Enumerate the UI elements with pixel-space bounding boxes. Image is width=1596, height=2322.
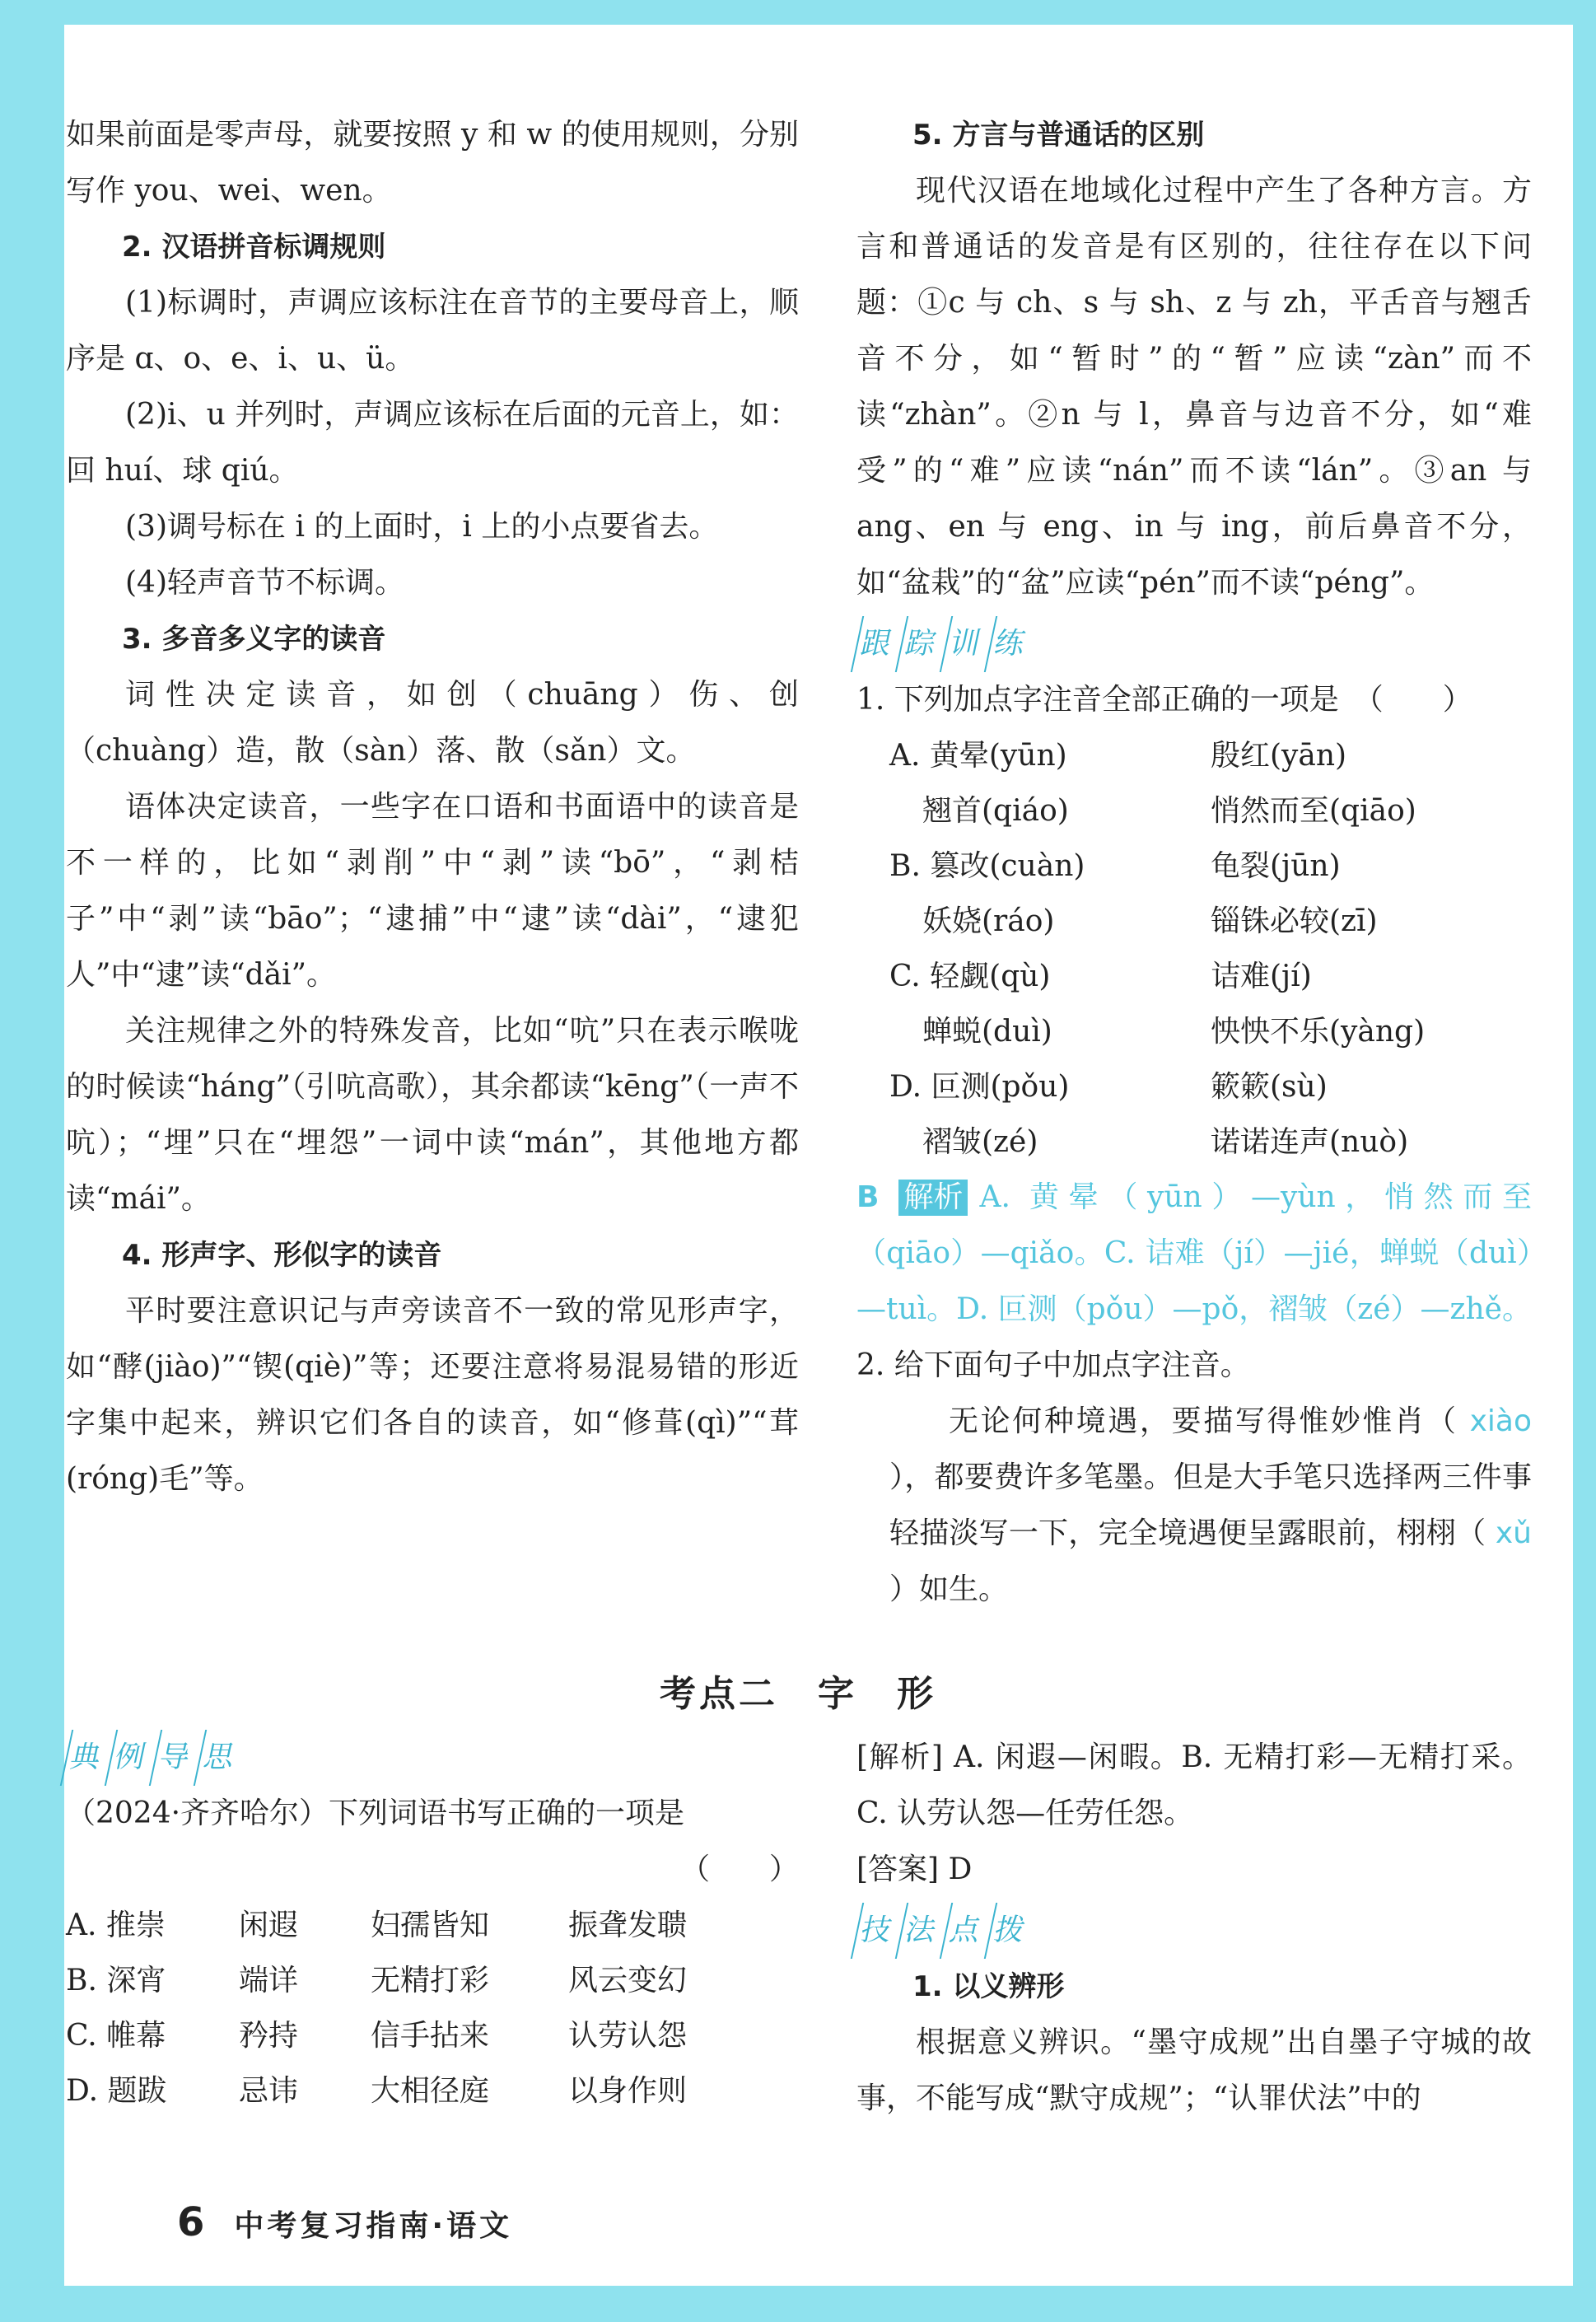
option-item: 怏怏不乐(yàng) [1211, 1015, 1426, 1049]
subheading-char: 练 [984, 616, 1035, 672]
rule-item: (4)轻声音节不标调。 [125, 566, 404, 600]
pinyin-fill: xǔ [1486, 1516, 1532, 1550]
book-title: 中考复习指南·语文 [234, 2209, 513, 2243]
page-footer [177, 2199, 512, 2245]
pinyin-fill: xiào [1458, 1404, 1532, 1438]
analysis-text: A. 黄晕（yūn）—yùn，悄然而至（qiāo）—qiǎo。C. 诘难（jí）—jié，蝉蜕（duì）—tuì。D. 叵测（pǒu）—pǒ，褶皱（zé）—zhě。 [856, 1180, 1532, 1326]
subheading-char: 踪 [895, 616, 946, 672]
word-cell: 闲遐 [239, 1909, 299, 1942]
rule-item: (2)i、u 并列时，声调应该标在后面的元音上，如：回 huí、球 qiú。 [66, 398, 799, 488]
paragraph: 关注规律之外的特殊发音，比如“吭”只在表示喉咙的时候读“háng”（引吭高歌），其余都读“kēng”（一声不吭）；“埋”只在“埋怨”一词中读“mán”，其他地方都读“mái”。 [66, 1014, 799, 1216]
subheading-char: 思 [194, 1730, 245, 1786]
subheading-char: 法 [895, 1903, 946, 1959]
example-subheading [66, 1730, 799, 1786]
paragraph: 词性决定读音，如创（chuāng）伤、创（chuàng）造，散（sàn）落、散（sǎn）文。 [66, 678, 799, 768]
question-2-passage [856, 1394, 1532, 1618]
word-cell: 忌讳 [239, 2074, 299, 2108]
word-cell: 无精打彩 [371, 1964, 490, 1997]
option-item: 悄然而至(qiāo) [1211, 794, 1416, 828]
paragraph: 根据意义辨识。“墨守成规”出自墨子守城的故事，不能写成“默守成规”；“认罪伏法”中的 [856, 2025, 1532, 2115]
option-item: D. 叵测(pǒu) [889, 1070, 1070, 1104]
left-column [66, 107, 799, 1507]
subheading-char: 典 [60, 1730, 111, 1786]
word-cell: 风云变幻 [568, 1964, 688, 1997]
word-cell: 大相径庭 [371, 2074, 490, 2108]
option-item: B. 篡改(cuàn) [889, 849, 1085, 883]
option-item: 殷红(yān) [1211, 739, 1347, 773]
tips-subheading [856, 1903, 1532, 1959]
section-heading: 4. 形声字、形似字的读音 [122, 1239, 442, 1272]
passage-text: ）如生。 [889, 1572, 1009, 1606]
word-cell: 端详 [239, 1964, 299, 1997]
lower-right-column [856, 1730, 1532, 2127]
word-options [66, 1898, 799, 2119]
answer-analysis [856, 1170, 1532, 1338]
option-item: 褶皱(zé) [922, 1125, 1038, 1159]
section-heading: 3. 多音多义字的读音 [122, 623, 386, 656]
word-cell: D. 题跋 [66, 2074, 167, 2108]
word-cell: 妇孺皆知 [371, 1909, 490, 1942]
option-item: 妖娆(ráo) [922, 904, 1055, 938]
example-analysis: [解析] A. 闲遐—闲暇。B. 无精打彩—无精打采。C. 认劳认怨—任劳任怨。 [856, 1740, 1532, 1830]
page-number: 6 [177, 2199, 205, 2245]
option-item: A. 黄晕(yūn) [889, 739, 1067, 773]
word-cell: 以身作则 [568, 2074, 688, 2108]
option-item: 龟裂(jūn) [1211, 849, 1341, 883]
word-cell: C. 帷幕 [66, 2019, 166, 2053]
word-cell: A. 推崇 [66, 1909, 166, 1942]
word-cell: 振聋发聩 [568, 1909, 688, 1942]
right-column [856, 107, 1532, 1618]
section-title: 考点二 字 形 [660, 1673, 936, 1715]
answer-paren: （ ） [679, 1852, 799, 1886]
subheading-char: 跟 [851, 616, 902, 672]
subheading-char: 拨 [984, 1903, 1035, 1959]
section-heading: 1. 以义辨形 [912, 1970, 1065, 2003]
word-cell: 信手拈来 [371, 2019, 490, 2053]
paragraph: 如果前面是零声母，就要按照 y 和 w 的使用规则，分别写作 you、wei、wen。 [66, 118, 799, 208]
subheading-char: 技 [851, 1903, 902, 1959]
word-cell: B. 深宵 [66, 1964, 166, 1997]
passage-text: 无论何种境遇，要描写得惟妙惟肖（ [949, 1404, 1458, 1438]
subheading-char: 导 [149, 1730, 200, 1786]
paragraph: 语体决定读音，一些字在口语和书面语中的读音是不一样的，比如“剥削”中“剥”读“bō”，“剥桔子”中“剥”读“bāo”；“逮捕”中“逮”读“dài”，“逮犯人”中“逮”读“dǎi”。 [66, 790, 799, 992]
analysis-tag: 解析 [898, 1180, 968, 1216]
subheading-char: 点 [940, 1903, 991, 1959]
example-answer: [答案] D [856, 1852, 973, 1886]
option-item: 翘首(qiáo) [922, 794, 1069, 828]
subheading-char: 例 [105, 1730, 156, 1786]
example-question: （2024·齐齐哈尔）下列词语书写正确的一项是 [66, 1796, 685, 1830]
option-item: 簌簌(sù) [1211, 1070, 1328, 1104]
passage-text: ），都要费许多笔墨。但是大手笔只选择两三件事轻描淡写一下，完全境遇便呈露眼前，栩栩（ [889, 1460, 1532, 1550]
rule-item: (1)标调时，声调应该标注在音节的主要母音上，顺序是 ɑ、o、e、i、u、ü。 [66, 286, 799, 376]
option-item: C. 轻觑(qù) [889, 960, 1051, 993]
answer-letter: B [856, 1180, 880, 1214]
rule-item: (3)调号标在 i 的上面时，i 上的小点要省去。 [125, 510, 719, 544]
option-item: 诘难(jí) [1211, 960, 1312, 993]
question-2: 2. 给下面句子中加点字注音。 [856, 1348, 1250, 1382]
word-cell: 矜持 [239, 2019, 299, 2053]
paragraph: 现代汉语在地域化过程中产生了各种方言。方言和普通话的发音是有区别的，往往存在以下问题：①c 与 ch、s 与 sh、z 与 zh，平舌音与翘舌音不分，如“暂时”的“暂”应读“zàn”而不读“zhàn”。②n 与 l，鼻音与边音不分，如“难受”的“难”应读“nán”而不读“lán”。③an 与 ang、en 与 eng、in 与 ing，前后鼻音不分，如“盆栽”的“盆”应读“pén”而不读“péng”。 [856, 174, 1532, 600]
question-1-options [856, 728, 1532, 1170]
lower-left-column [66, 1730, 799, 2119]
paragraph: 平时要注意识记与声旁读音不一致的常见形声字，如“酵(jiào)”“锲(qiè)”等；还要注意将易混易错的形近字集中起来，辨识它们各自的读音，如“修葺(qì)”“茸(róng)毛”等。 [66, 1294, 799, 1496]
section-heading: 5. 方言与普通话的区别 [912, 119, 1205, 152]
section-heading: 2. 汉语拼音标调规则 [122, 231, 386, 264]
question-1: 1. 下列加点字注音全部正确的一项是 （ ） [856, 683, 1472, 717]
option-item: 诺诺连声(nuò) [1211, 1125, 1409, 1159]
word-cell: 认劳认怨 [568, 2019, 688, 2053]
subheading-char: 训 [940, 616, 991, 672]
option-item: 锱铢必较(zī) [1211, 904, 1378, 938]
option-item: 蝉蜕(duì) [922, 1015, 1052, 1049]
practice-subheading [856, 616, 1532, 672]
